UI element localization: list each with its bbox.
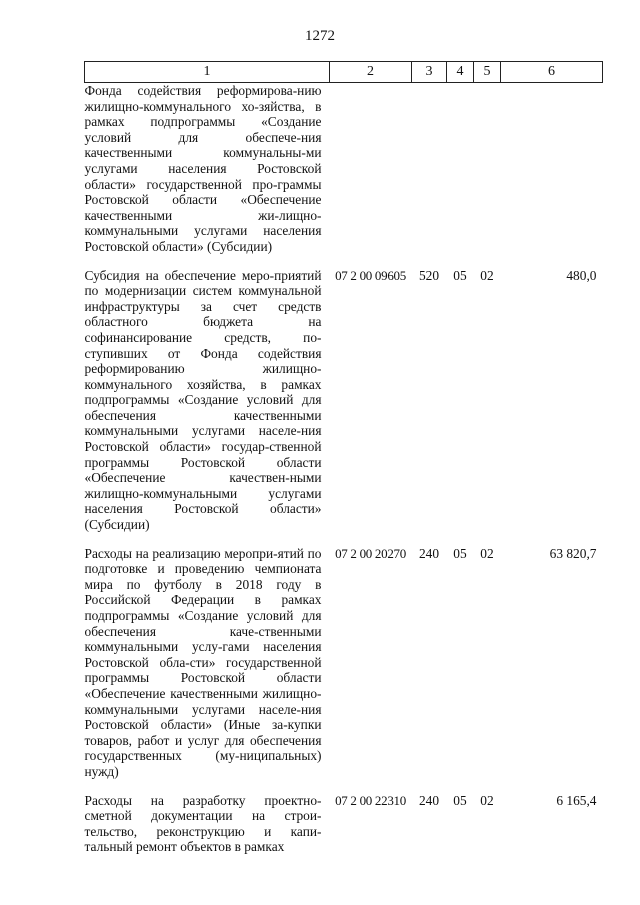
row-amount	[501, 83, 603, 255]
table-body	[85, 83, 603, 855]
row-amount: 63 820,7	[549, 545, 597, 561]
page-number: 1272	[305, 28, 335, 44]
row-rz	[447, 83, 474, 255]
header-col-3: 3	[412, 62, 447, 83]
row-pr	[474, 83, 501, 255]
header-col-2: 2	[330, 62, 412, 83]
row-pr: 02	[480, 545, 494, 561]
row-rz: 05	[453, 792, 467, 808]
header-col-5: 5	[474, 62, 501, 83]
row-code	[330, 83, 412, 255]
row-pr: 02	[480, 792, 494, 808]
table-row	[85, 268, 603, 533]
row-vr: 240	[418, 792, 440, 808]
row-rz: 05	[453, 267, 467, 283]
row-vr: 520	[418, 267, 440, 283]
header-row	[85, 62, 603, 83]
table-row	[85, 83, 603, 255]
row-vr	[412, 83, 447, 255]
header-col-1: 1	[85, 62, 330, 83]
row-amount: 6 165,4	[556, 792, 597, 808]
row-amount: 480,0	[566, 267, 597, 283]
row-description: Расходы на реализацию меропри-ятий по подготовке и проведению чемпионата мира по футболу в 2018 году в Российской Федерации в рамках подпрограммы «Создание условий для обеспечения каче-ственными коммунальными услу-гами населения Ростовской обла-сти» государственной программы Ростовской области «Обеспечение качественными жилищно-коммунальными услугами населе-ния Ростовской области» (Иные за-купки товаров, работ и услуг для обеспечения государственных (му-ниципальных) нужд)	[84, 545, 322, 779]
row-spacer	[85, 533, 603, 546]
row-code: 07 2 00 20270	[335, 545, 406, 561]
header-col-4: 4	[447, 62, 474, 83]
row-code: 07 2 00 22310	[335, 792, 406, 808]
budget-table	[84, 61, 603, 855]
table-row	[85, 793, 603, 855]
table-header	[85, 62, 603, 83]
row-description: Расходы на разработку проектно-сметной документации на строи-тельство, реконструкцию и капи-тальный ремонт объектов в рамках	[84, 792, 322, 855]
header-col-6: 6	[501, 62, 603, 83]
row-code: 07 2 00 09605	[335, 267, 406, 283]
row-pr: 02	[480, 267, 494, 283]
row-rz: 05	[453, 545, 467, 561]
row-spacer	[85, 255, 603, 268]
row-vr: 240	[418, 545, 440, 561]
row-description: Фонда содействия реформирова-нию жилищно-коммунального хо-зяйства, в рамках подпрограммы «Создание условий для обеспече-ния качественными коммунальны-ми услугами населения Ростовской области» государственной про-граммы Ростовской области «Обеспечение качественными жи-лищно-коммунальными услугами населения Ростовской области» (Субсидии)	[84, 83, 322, 254]
row-spacer	[85, 780, 603, 793]
table-row	[85, 546, 603, 780]
row-description: Субсидия на обеспечение меро-приятий по модернизации систем коммунальной инфраструктуры за счет средств областного бюджета на софинансирование средств, по-ступивших от Фонда содействия реформированию жилищно-коммунального хозяйства, в рамках подпрограммы «Создание условий для обеспечения качественными коммунальными услугами населе-ния Ростовской области» государ-ственной программы Ростовской области «Обеспечение качествен-ными жилищно-коммунальными услугами населения Ростовской области» (Субсидии)	[84, 267, 322, 533]
